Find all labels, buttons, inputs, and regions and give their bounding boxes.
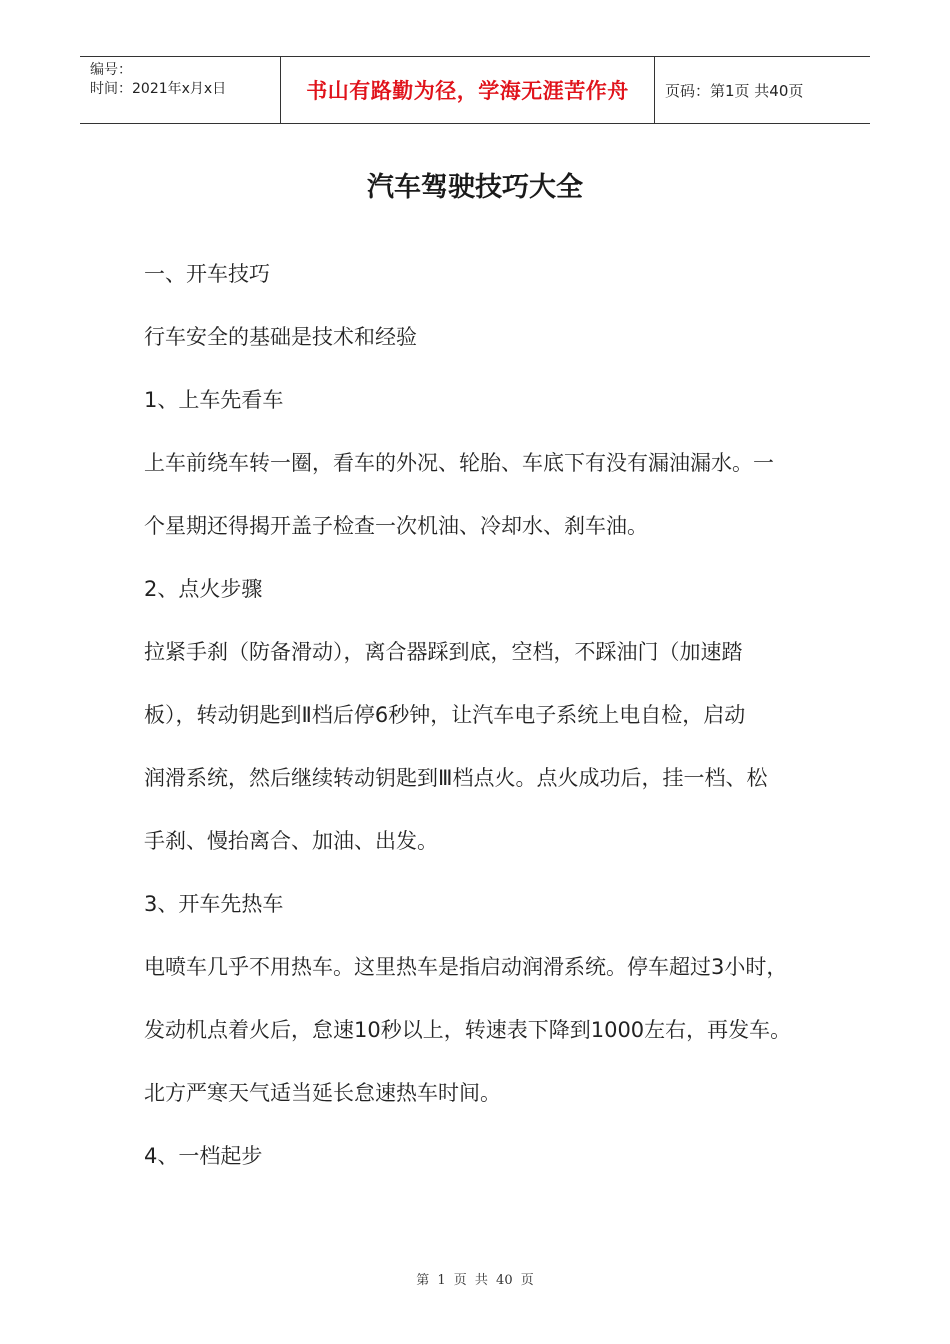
- paragraph-line: 润滑系统，然后继续转动钥匙到Ⅲ档点火。点火成功后，挂一档、松: [144, 766, 768, 790]
- header-page-info: 页码：第1页 共40页: [665, 81, 804, 100]
- page-footer: 第 1 页 共 40 页: [416, 1273, 534, 1288]
- header-motto: 书山有路勤为径，学海无涯苦作舟: [306, 78, 629, 103]
- paragraph-line: 上车前绕车转一圈，看车的外况、轮胎、车底下有没有漏油漏水。一: [144, 451, 774, 475]
- paragraph-line: 板），转动钥匙到Ⅱ档后停6秒钟，让汽车电子系统上电自检，启动: [144, 703, 746, 727]
- section-heading: 一、开车技巧: [144, 262, 270, 286]
- paragraph-line: 电喷车几乎不用热车。这里热车是指启动润滑系统。停车超过3小时，: [144, 955, 788, 979]
- paragraph-line: 个星期还得揭开盖子检查一次机油、冷却水、刹车油。: [144, 514, 648, 538]
- subsection-heading: 1、上车先看车: [144, 388, 284, 412]
- subsection-heading: 3、开车先热车: [144, 892, 284, 916]
- subsection-heading: 4、一档起步: [144, 1144, 263, 1168]
- header-motto-cell: [280, 57, 655, 123]
- paragraph-line: 拉紧手刹（防备滑动），离合器踩到底，空档，不踩油门（加速踏: [144, 640, 743, 664]
- paragraph-line: 行车安全的基础是技术和经验: [144, 325, 417, 349]
- document-title: 汽车驾驶技巧大全: [367, 172, 583, 203]
- document-date: 时间：2021年x月x日: [90, 81, 227, 97]
- paragraph-line: 发动机点着火后，怠速10秒以上，转速表下降到1000左右，再发车。: [144, 1018, 792, 1042]
- document-code-label: 编号：: [90, 62, 132, 78]
- header-page-cell: [655, 57, 870, 123]
- page-header: [80, 56, 870, 124]
- header-meta: [80, 57, 280, 123]
- paragraph-line: 北方严寒天气适当延长怠速热车时间。: [144, 1081, 501, 1105]
- paragraph-line: 手刹、慢抬离合、加油、出发。: [144, 829, 438, 853]
- subsection-heading: 2、点火步骤: [144, 577, 263, 601]
